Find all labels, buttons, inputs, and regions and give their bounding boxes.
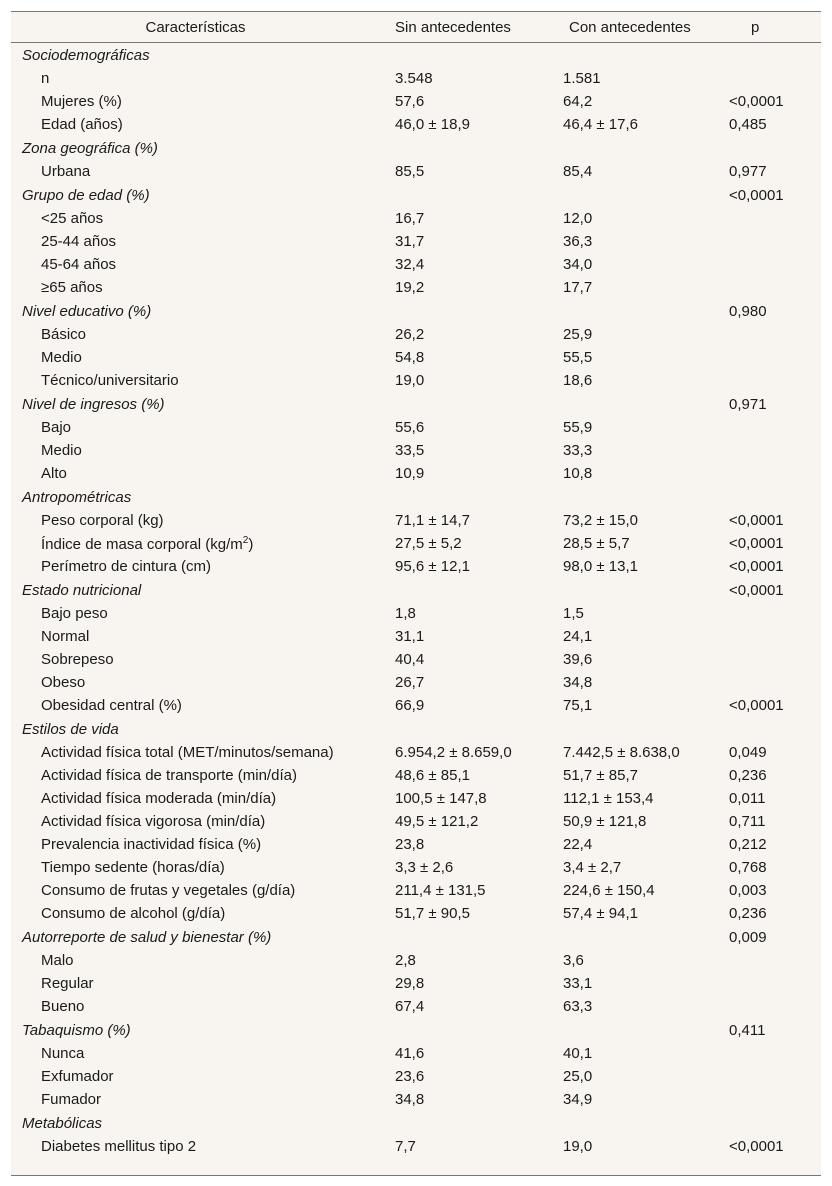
section-empty-b <box>553 1018 719 1042</box>
table-header-row <box>11 12 821 43</box>
table-body <box>11 43 821 1159</box>
p-value <box>719 207 821 230</box>
value-with-history: 98,0 ± 13,1 <box>563 558 638 575</box>
table-row <box>11 833 821 856</box>
value-without-history: 40,4 <box>395 651 425 668</box>
table-row <box>11 902 821 925</box>
row-label: Actividad física moderada (min/día) <box>41 790 277 807</box>
table-row <box>11 346 821 369</box>
value-with-history: 39,6 <box>563 651 593 668</box>
section-empty-a <box>385 925 553 949</box>
section-p-value <box>719 136 821 160</box>
table-row <box>11 369 821 392</box>
table-row <box>11 439 821 462</box>
value-without-history: 2,8 <box>395 952 416 969</box>
value-with-history: 33,3 <box>563 442 593 459</box>
table-row <box>11 1088 821 1111</box>
value-with-history: 34,8 <box>563 674 593 691</box>
value-without-history: 31,1 <box>395 628 425 645</box>
table-row <box>11 253 821 276</box>
section-empty-a <box>385 1018 553 1042</box>
row-label: Bueno <box>41 998 85 1015</box>
p-value <box>719 949 821 972</box>
row-label: n <box>41 70 50 87</box>
section-p-value <box>719 1111 821 1135</box>
value-without-history: 16,7 <box>395 210 425 227</box>
value-without-history: 32,4 <box>395 256 425 273</box>
section-row <box>11 392 821 416</box>
section-empty-a <box>385 136 553 160</box>
data-table-container <box>11 11 821 1176</box>
value-with-history: 17,7 <box>563 279 593 296</box>
value-without-history: 23,8 <box>395 836 425 853</box>
value-with-history: 3,4 ± 2,7 <box>563 859 622 876</box>
p-value <box>719 671 821 694</box>
table-row <box>11 972 821 995</box>
row-label: Tiempo sedente (horas/día) <box>41 859 225 876</box>
value-with-history: 55,9 <box>563 419 593 436</box>
value-with-history: 57,4 ± 94,1 <box>563 905 638 922</box>
p-value <box>719 648 821 671</box>
value-with-history: 46,4 ± 17,6 <box>563 116 638 133</box>
table-row <box>11 856 821 879</box>
row-label: 25-44 años <box>41 233 117 250</box>
p-value: 0,011 <box>729 790 766 807</box>
value-with-history: 34,0 <box>563 256 593 273</box>
table-row <box>11 764 821 787</box>
section-title: Estado nutricional <box>22 581 142 599</box>
row-label: Normal <box>41 628 90 645</box>
section-p-value: 0,971 <box>729 395 767 413</box>
value-without-history: 3,3 ± 2,6 <box>395 859 454 876</box>
section-empty-b <box>553 136 719 160</box>
section-row <box>11 925 821 949</box>
value-without-history: 66,9 <box>395 697 425 714</box>
p-value <box>719 230 821 253</box>
p-value <box>719 625 821 648</box>
value-without-history: 19,0 <box>395 372 425 389</box>
table-row <box>11 1065 821 1088</box>
value-without-history: 100,5 ± 147,8 <box>395 790 487 807</box>
p-value: 0,977 <box>729 163 767 180</box>
value-with-history: 18,6 <box>563 372 593 389</box>
value-without-history: 34,8 <box>395 1091 425 1108</box>
section-empty-b <box>553 392 719 416</box>
table-row <box>11 625 821 648</box>
row-label: Edad (años) <box>41 116 123 133</box>
value-without-history: 27,5 ± 5,2 <box>395 535 462 552</box>
value-with-history: 51,7 ± 85,7 <box>563 767 638 784</box>
p-value: <0,0001 <box>729 1138 784 1155</box>
section-title: Grupo de edad (%) <box>22 186 150 204</box>
table-row <box>11 323 821 346</box>
table-row <box>11 207 821 230</box>
p-value: 0,049 <box>729 744 767 761</box>
value-without-history: 31,7 <box>395 233 425 250</box>
section-row <box>11 485 821 509</box>
value-without-history: 95,6 ± 12,1 <box>395 558 470 575</box>
p-value: 0,236 <box>729 767 767 784</box>
p-value <box>719 323 821 346</box>
row-label: <25 años <box>41 210 104 227</box>
table-row <box>11 532 821 555</box>
value-with-history: 7.442,5 ± 8.638,0 <box>563 744 680 761</box>
p-value: 0,768 <box>729 859 767 876</box>
value-without-history: 46,0 ± 18,9 <box>395 116 470 133</box>
value-with-history: 25,9 <box>563 326 593 343</box>
p-value: <0,0001 <box>729 535 784 552</box>
p-value <box>719 439 821 462</box>
table-row <box>11 995 821 1018</box>
table-row <box>11 1042 821 1065</box>
section-title: Antropométricas <box>22 488 132 506</box>
table-row <box>11 67 821 90</box>
p-value <box>719 602 821 625</box>
table-row <box>11 555 821 578</box>
section-row <box>11 43 821 68</box>
section-p-value: <0,0001 <box>729 186 784 204</box>
value-with-history: 12,0 <box>563 210 593 227</box>
section-row <box>11 717 821 741</box>
table-row <box>11 741 821 764</box>
p-value <box>719 1065 821 1088</box>
table-row <box>11 671 821 694</box>
section-row <box>11 578 821 602</box>
header-p-value: p <box>719 12 821 43</box>
value-without-history: 7,7 <box>395 1138 416 1155</box>
row-label: Bajo peso <box>41 605 108 622</box>
value-with-history: 63,3 <box>563 998 593 1015</box>
value-with-history: 40,1 <box>563 1045 593 1062</box>
p-value <box>719 1088 821 1111</box>
section-title: Sociodemográficas <box>22 46 150 64</box>
row-label: Medio <box>41 442 82 459</box>
table-row <box>11 694 821 717</box>
section-empty-a <box>385 1111 553 1135</box>
p-value <box>719 972 821 995</box>
value-without-history: 26,2 <box>395 326 425 343</box>
row-label-end: ) <box>248 535 254 553</box>
p-value <box>719 1042 821 1065</box>
row-label: Consumo de frutas y vegetales (g/día) <box>41 882 296 899</box>
value-with-history: 224,6 ± 150,4 <box>563 882 655 899</box>
table-row <box>11 879 821 902</box>
section-p-value <box>719 485 821 509</box>
section-empty-a <box>385 578 553 602</box>
section-empty-b <box>553 299 719 323</box>
header-without-history: Sin antecedentes <box>385 12 553 43</box>
value-with-history: 34,9 <box>563 1091 593 1108</box>
section-row <box>11 299 821 323</box>
p-value: <0,0001 <box>729 697 784 714</box>
value-without-history: 19,2 <box>395 279 425 296</box>
table-row <box>11 949 821 972</box>
value-without-history: 57,6 <box>395 93 425 110</box>
row-label: Diabetes mellitus tipo 2 <box>41 1138 197 1155</box>
p-value: <0,0001 <box>729 558 784 575</box>
p-value: 0,236 <box>729 905 767 922</box>
value-without-history: 51,7 ± 90,5 <box>395 905 470 922</box>
section-p-value: <0,0001 <box>729 581 784 599</box>
row-label: Actividad física de transporte (min/día) <box>41 767 297 784</box>
p-value <box>719 416 821 439</box>
table-row <box>11 648 821 671</box>
table-row <box>11 462 821 485</box>
value-without-history: 48,6 ± 85,1 <box>395 767 470 784</box>
value-without-history: 54,8 <box>395 349 425 366</box>
value-without-history: 41,6 <box>395 1045 425 1062</box>
value-without-history: 23,6 <box>395 1068 425 1085</box>
section-title: Autorreporte de salud y bienestar (%) <box>22 928 272 946</box>
value-without-history: 85,5 <box>395 163 425 180</box>
section-title: Metabólicas <box>22 1114 103 1132</box>
value-with-history: 3,6 <box>563 952 584 969</box>
p-value <box>719 369 821 392</box>
section-empty-a <box>385 392 553 416</box>
p-value: 0,212 <box>729 836 767 853</box>
row-label: Malo <box>41 952 74 969</box>
p-value <box>719 276 821 299</box>
section-title: Estilos de vida <box>22 720 119 738</box>
table-row <box>11 113 821 136</box>
row-label: Básico <box>41 326 87 343</box>
section-p-value <box>719 717 821 741</box>
value-without-history: 1,8 <box>395 605 416 622</box>
row-label: Alto <box>41 465 67 482</box>
section-p-value: 0,009 <box>729 928 767 946</box>
value-without-history: 67,4 <box>395 998 425 1015</box>
section-row <box>11 1018 821 1042</box>
value-with-history: 64,2 <box>563 93 593 110</box>
section-empty-b <box>553 578 719 602</box>
row-label: Técnico/universitario <box>41 372 179 389</box>
value-with-history: 19,0 <box>563 1138 593 1155</box>
table-row <box>11 787 821 810</box>
value-with-history: 75,1 <box>563 697 593 714</box>
value-without-history: 211,4 ± 131,5 <box>395 882 486 899</box>
value-without-history: 33,5 <box>395 442 425 459</box>
section-empty-b <box>553 1111 719 1135</box>
table-row <box>11 416 821 439</box>
row-label-text: Índice de masa corporal (kg/m <box>41 535 243 553</box>
p-value: <0,0001 <box>729 93 784 110</box>
value-with-history: 28,5 ± 5,7 <box>563 535 630 552</box>
value-with-history: 24,1 <box>563 628 593 645</box>
value-with-history: 50,9 ± 121,8 <box>563 813 647 830</box>
value-without-history: 3.548 <box>395 70 433 87</box>
value-without-history: 10,9 <box>395 465 425 482</box>
row-label: ≥65 años <box>41 279 103 296</box>
row-label: Actividad física total (MET/minutos/semana) <box>41 744 334 761</box>
table-row <box>11 509 821 532</box>
value-with-history: 22,4 <box>563 836 593 853</box>
characteristics-table <box>11 12 821 1158</box>
value-with-history: 112,1 ± 153,4 <box>563 790 654 807</box>
section-empty-b <box>553 43 719 68</box>
section-empty-a <box>385 299 553 323</box>
p-value: <0,0001 <box>729 512 784 529</box>
section-empty-b <box>553 717 719 741</box>
row-label: Urbana <box>41 163 91 180</box>
section-p-value: 0,411 <box>729 1021 766 1039</box>
row-label: Fumador <box>41 1091 102 1108</box>
p-value: 0,003 <box>729 882 767 899</box>
p-value: 0,485 <box>729 116 767 133</box>
section-title: Nivel de ingresos (%) <box>22 395 165 413</box>
row-label <box>11 532 385 555</box>
table-row <box>11 160 821 183</box>
table-row <box>11 276 821 299</box>
value-with-history: 73,2 ± 15,0 <box>563 512 638 529</box>
value-with-history: 1,5 <box>563 605 584 622</box>
section-title: Nivel educativo (%) <box>22 302 152 320</box>
section-p-value: 0,980 <box>729 302 767 320</box>
section-empty-a <box>385 485 553 509</box>
value-without-history: 55,6 <box>395 419 425 436</box>
row-label: Exfumador <box>41 1068 114 1085</box>
value-with-history: 25,0 <box>563 1068 593 1085</box>
section-row <box>11 1111 821 1135</box>
value-with-history: 10,8 <box>563 465 593 482</box>
row-label: Mujeres (%) <box>41 93 122 110</box>
row-label: Obesidad central (%) <box>41 697 182 714</box>
section-title: Zona geográfica (%) <box>22 139 158 157</box>
table-row <box>11 602 821 625</box>
p-value <box>719 995 821 1018</box>
row-label: Medio <box>41 349 82 366</box>
row-label: Regular <box>41 975 94 992</box>
row-label: Consumo de alcohol (g/día) <box>41 905 226 922</box>
table-row <box>11 1135 821 1158</box>
section-row <box>11 183 821 207</box>
row-label: Peso corporal (kg) <box>41 512 164 529</box>
p-value <box>719 67 821 90</box>
table-row <box>11 230 821 253</box>
row-label: 45-64 años <box>41 256 117 273</box>
section-p-value <box>719 43 821 68</box>
section-empty-a <box>385 717 553 741</box>
section-empty-b <box>553 485 719 509</box>
header-characteristics: Características <box>11 12 385 43</box>
row-label: Bajo <box>41 419 72 436</box>
table-row <box>11 90 821 113</box>
value-without-history: 29,8 <box>395 975 425 992</box>
value-without-history: 26,7 <box>395 674 425 691</box>
table-row <box>11 810 821 833</box>
value-without-history: 6.954,2 ± 8.659,0 <box>395 744 512 761</box>
p-value: 0,711 <box>729 813 766 830</box>
value-with-history: 36,3 <box>563 233 593 250</box>
value-without-history: 71,1 ± 14,7 <box>395 512 470 529</box>
value-with-history: 33,1 <box>563 975 593 992</box>
value-with-history: 1.581 <box>563 70 601 87</box>
p-value <box>719 253 821 276</box>
row-label: Actividad física vigorosa (min/día) <box>41 813 266 830</box>
row-label: Perímetro de cintura (cm) <box>41 558 212 575</box>
p-value <box>719 346 821 369</box>
value-with-history: 85,4 <box>563 163 593 180</box>
value-with-history: 55,5 <box>563 349 593 366</box>
row-label: Obeso <box>41 674 86 691</box>
row-label: Nunca <box>41 1045 85 1062</box>
value-without-history: 49,5 ± 121,2 <box>395 813 479 830</box>
p-value <box>719 462 821 485</box>
header-with-history: Con antecedentes <box>553 12 719 43</box>
section-empty-b <box>553 925 719 949</box>
row-label: Prevalencia inactividad física (%) <box>41 836 262 853</box>
row-label: Sobrepeso <box>41 651 114 668</box>
superscript: 2 <box>242 534 249 546</box>
section-empty-a <box>385 183 553 207</box>
section-empty-a <box>385 43 553 68</box>
section-title: Tabaquismo (%) <box>22 1021 131 1039</box>
section-row <box>11 136 821 160</box>
section-empty-b <box>553 183 719 207</box>
